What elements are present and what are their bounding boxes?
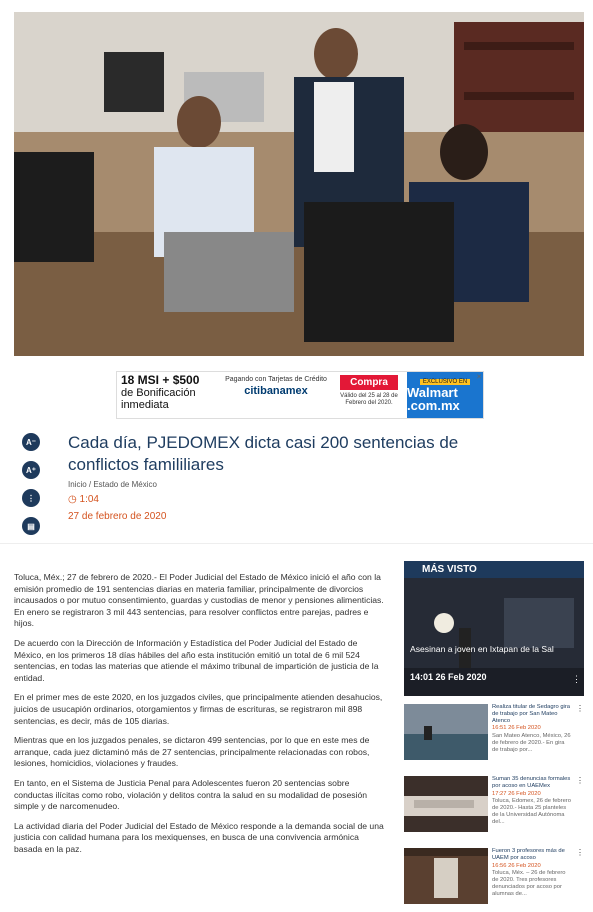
bank-logo: citibanamex [244, 385, 308, 397]
more-options-icon[interactable]: ⋮ [576, 848, 584, 857]
news-thumbnail [404, 776, 488, 832]
news-time: 16:56 26 Feb 2020 [492, 862, 541, 869]
share-menu-button[interactable]: ⋮ [22, 489, 40, 507]
article-title: Cada día, PJEDOMEX dicta casi 200 sentencias de conflictos famililiares [68, 433, 459, 474]
news-title[interactable]: Suman 35 denuncias formales por acoso en UAEMex [492, 776, 571, 789]
article-paragraph: En el primer mes de este 2020, en los juzgados civiles, que principalmente atienden desahucios, juicios de usucapión ordinarios, otorgamientos y firmas de escrituras, se registraron mil 898 sentencias, es decir, más de 105 diarias. [14, 692, 383, 726]
more-options-icon[interactable]: ⋮ [576, 704, 584, 713]
article-paragraph: La actividad diaria del Poder Judicial del Estado de México responde a la demanda social de una justicia con calidad humana para los mexiquenses, en busca de una convivencia armónica basada en la paz. [14, 820, 384, 854]
news-desc: Toluca, Méx. – 26 de febrero de 2020. Tres profesores denunciados por acoso por alumnas de... [492, 870, 566, 897]
article-body [14, 572, 384, 863]
banner-ad[interactable] [116, 371, 484, 419]
most-viewed-sidebar [404, 561, 584, 897]
ad-pay-text: Pagando con Tarjetas de Crédito [225, 376, 327, 383]
news-text [488, 848, 572, 912]
sidebar-heading: MÁS VISTO [404, 561, 584, 578]
ad-validity: Válido del 25 al 28 de Febrero del 2020. [340, 393, 398, 406]
more-options-icon[interactable]: ⋮ [572, 674, 581, 684]
featured-story[interactable] [404, 578, 584, 696]
news-title[interactable]: Fueron 3 profesores más de UAEM por acoso [492, 848, 565, 861]
featured-caption[interactable]: Asesinan a joven en Ixtapan de la Sal [410, 644, 554, 654]
article-paragraph: En tanto, en el Sistema de Justicia Penal para Adolescentes fueron 20 sentencias sobre conductas ilícitas como robo, violación y delitos contra la salud en su modalidad de posesión simple y de narcomenudeo. [14, 777, 368, 812]
ad-cta-block [331, 372, 407, 418]
breadcrumb[interactable] [68, 480, 157, 489]
article-paragraph: Mientras que en los juzgados penales, se dictaron 499 sentencias, por lo que en este mes de arranque, cada juez dictaminó más de 27 sentencias, principalmente relacionadas con robos, lesiones, homicidios, violaciones y fraudes. [14, 735, 370, 769]
ad-promo [117, 372, 221, 418]
ad-store-name: Walmart .com.mx [407, 384, 460, 413]
read-time-value: 1:04 [79, 494, 99, 505]
clock-icon: ◷ [68, 494, 80, 505]
ad-promo-subtitle: de Bonificación inmediata [121, 387, 196, 411]
news-title[interactable]: Realiza titular de Sedagro gira de trabajo por San Mateo Atenco [492, 704, 570, 724]
news-thumbnail [404, 704, 488, 760]
article-paragraph: Toluca, Méx.; 27 de febrero de 2020.- El Poder Judicial del Estado de México inició el año con la emisión promedio de 191 sentencias diarias en materia familiar, principalmente de divorcios incausados o por mutuo consentimiento, guardas y custodias de menor y pensiones alimenticias. En enero se registraron 3 mil 443 sentencias, para resolver conflictos entre parejas, padres e hijos. [14, 572, 384, 629]
news-time: 16:51 26 Feb 2020 [492, 725, 541, 732]
ad-close-icon[interactable]: ✕ [476, 374, 482, 381]
news-text [488, 704, 572, 768]
list-item[interactable] [404, 848, 584, 912]
more-options-icon[interactable]: ⋮ [576, 776, 584, 785]
ad-exclusive-label: EXCLUSIVO EN [420, 379, 470, 385]
news-time: 17:27 26 Feb 2020 [492, 790, 541, 797]
divider [0, 543, 593, 544]
list-item[interactable] [404, 704, 584, 768]
print-button[interactable]: ▤ [22, 517, 40, 535]
news-thumbnail [404, 848, 488, 904]
ad-promo-title: 18 MSI + $500 [121, 373, 200, 387]
news-text [488, 776, 572, 840]
article-paragraph: De acuerdo con la Dirección de Información y Estadística del Poder Judicial del Estado de México, en los primeros 18 días hábiles del año esta institución emitió un total de 6 mil 524 sentencias, en todas las materias que atiende el máximo tribunal de impartición de justicia de la entidad. [14, 637, 379, 683]
ad-buy-button[interactable]: Compra [340, 375, 398, 390]
hero-photo [14, 12, 584, 356]
featured-time: 14:01 26 Feb 2020 [410, 672, 487, 682]
decrease-font-button[interactable]: A⁻ [22, 433, 40, 451]
news-desc: Toluca, Edomex, 26 de febrero de 2020.- Hasta 25 planteles de la Universidad Autónoma del... [492, 798, 571, 825]
ad-bank-block [221, 372, 331, 418]
publish-date: 27 de febrero de 2020 [68, 511, 167, 522]
walmart-logo[interactable] [407, 372, 483, 418]
breadcrumb-text[interactable]: Inicio / Estado de México [68, 480, 157, 489]
list-item[interactable] [404, 776, 584, 840]
read-time [68, 494, 99, 505]
increase-font-button[interactable]: A⁺ [22, 461, 40, 479]
news-desc: San Mateo Atenco, México, 26 de febrero de 2020.- En gira de trabajo por... [492, 733, 571, 753]
article-tools [22, 433, 40, 545]
